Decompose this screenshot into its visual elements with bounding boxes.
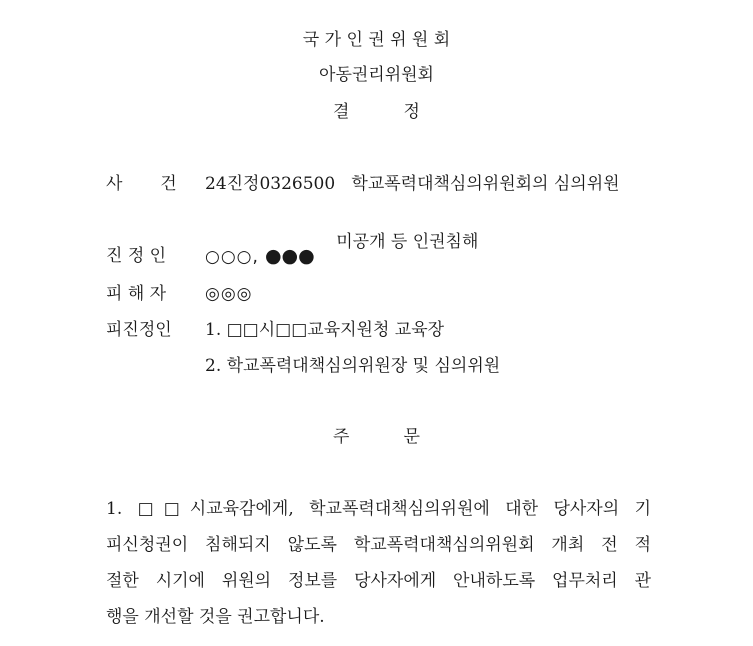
victim-value: ◎◎◎ — [205, 284, 253, 304]
complainant-label: 진 정 인 — [106, 246, 167, 266]
order-line-3: 절한 시기에 위원의 정보를 당사자에게 안내하도록 업무처리 관 — [106, 571, 651, 591]
respondent-label: 피진정인 — [106, 320, 172, 340]
respondent-item-2: 2. 학교폭력대책심의위원장 및 심의위원 — [205, 356, 501, 376]
document-type: 결 정 — [333, 102, 420, 122]
order-title: 주 문 — [333, 427, 420, 447]
case-number-title: 24진정0326500 학교폭력대책심의위원회의 심의위원 — [205, 174, 620, 194]
order-line-4: 행을 개선할 것을 권고합니다. — [106, 607, 325, 627]
respondent-item-1: 1. □□시□□교육지원청 교육장 — [205, 320, 445, 340]
case-label: 사 건 — [106, 174, 177, 194]
case-title-continued: 미공개 등 인권침해 — [336, 232, 479, 252]
complainant-hollow-marks: ○○○, — [205, 247, 259, 267]
victim-label: 피 해 자 — [106, 284, 167, 304]
order-line-1: 1. □□시교육감에게, 학교폭력대책심의위원에 대한 당사자의 기 — [106, 499, 651, 519]
complainant-value — [205, 245, 315, 268]
complainant-filled-marks: ●●● — [258, 245, 315, 267]
organization-name: 국 가 인 권 위 원 회 — [302, 30, 451, 50]
committee-name: 아동권리위원회 — [319, 65, 434, 85]
order-line-2: 피신청권이 침해되지 않도록 학교폭력대책심의위원회 개최 전 적 — [106, 535, 651, 555]
